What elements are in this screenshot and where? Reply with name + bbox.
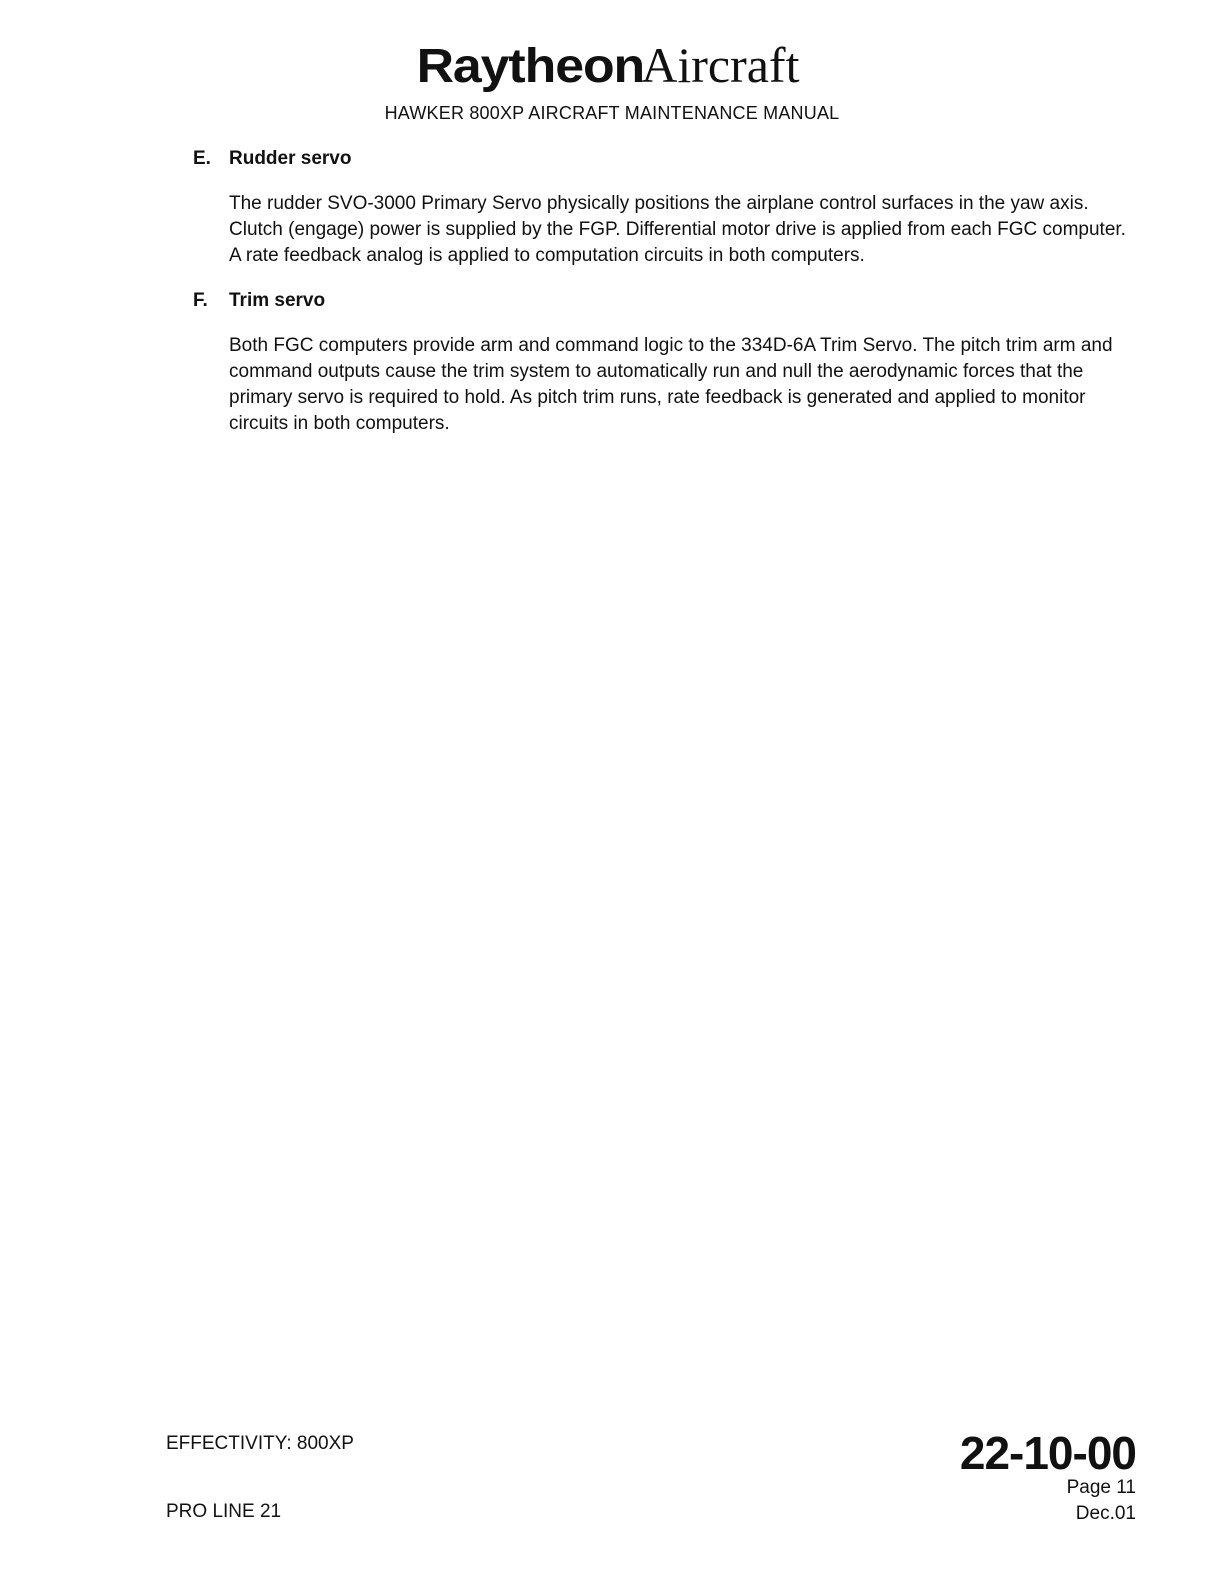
section-title: Trim servo <box>229 290 326 311</box>
section-title: Rudder servo <box>229 148 352 169</box>
section-trim-servo <box>193 289 1133 437</box>
logo-brand-suffix: Aircraft <box>641 37 800 93</box>
chapter-code: 22-10-00 <box>959 1427 1136 1479</box>
section-letter: E. <box>193 148 211 169</box>
manual-title: HAWKER 800XP AIRCRAFT MAINTENANCE MANUAL <box>384 103 840 123</box>
page-number: Page 11 <box>1066 1477 1136 1498</box>
effectivity-label: EFFECTIVITY: 800XP <box>166 1433 354 1454</box>
page-date: Dec.01 <box>1075 1503 1136 1524</box>
section-heading <box>193 289 1133 313</box>
system-label: PRO LINE 21 <box>166 1501 282 1522</box>
section-rudder-servo <box>193 147 1133 269</box>
section-paragraph: Both FGC computers provide arm and command logic to the 334D-6A Trim Servo. The pitch trim arm and command outputs cause the trim system to automatically run and null the aerodynamic forces that the primary servo is required to hold. As pitch trim runs, rate feedback is generated and applied to monitor circuits in both computers. <box>229 335 1113 434</box>
section-heading <box>193 147 1133 171</box>
section-paragraph: The rudder SVO-3000 Primary Servo physically positions the airplane control surfaces in the yaw axis. Clutch (engage) power is supplied by the FGP. Differential motor drive is applied from each FGC computer. A rate feedback analog is applied to computation circuits in both computers. <box>229 193 1126 266</box>
chapter-number <box>960 1426 1136 1480</box>
raytheon-aircraft-logo <box>0 37 1224 93</box>
logo-brand: Raytheon <box>416 40 644 93</box>
section-letter: F. <box>193 290 208 311</box>
